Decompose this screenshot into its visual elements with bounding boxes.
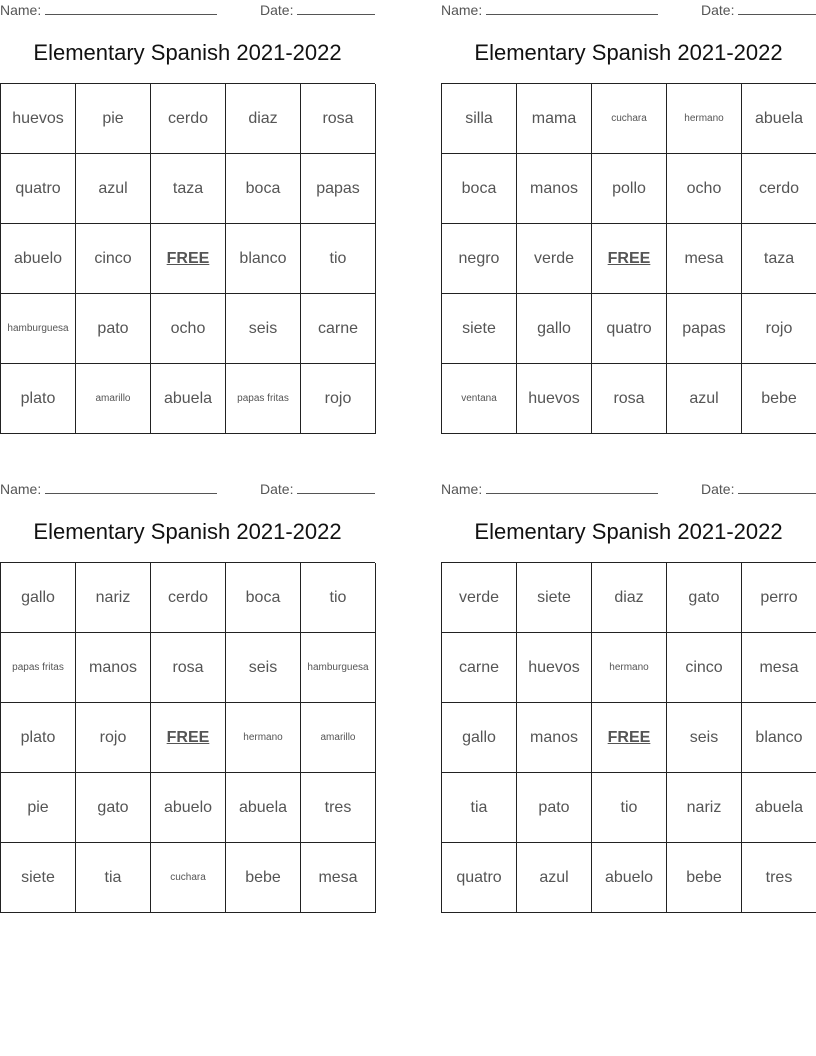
bingo-cell[interactable]: manos <box>517 703 592 773</box>
bingo-card-1 <box>0 0 375 440</box>
bingo-card-3 <box>0 479 375 919</box>
name-label: Name: <box>441 2 483 18</box>
bingo-cell[interactable]: pie <box>1 773 76 843</box>
bingo-cell[interactable]: mesa <box>301 843 376 913</box>
bingo-cell[interactable]: huevos <box>517 633 592 703</box>
bingo-cell[interactable]: ocho <box>151 294 226 364</box>
bingo-cell[interactable]: negro <box>442 224 517 294</box>
card-title: Elementary Spanish 2021-2022 <box>33 40 342 65</box>
bingo-cell[interactable]: perro <box>742 563 816 633</box>
bingo-cell[interactable]: taza <box>742 224 816 294</box>
bingo-cell[interactable]: huevos <box>517 364 592 434</box>
bingo-cell[interactable]: rojo <box>301 364 376 434</box>
bingo-cell[interactable]: carne <box>301 294 376 364</box>
bingo-cell[interactable]: quatro <box>592 294 667 364</box>
bingo-cell[interactable]: tio <box>301 224 376 294</box>
bingo-cell[interactable]: manos <box>517 154 592 224</box>
bingo-cell[interactable]: silla <box>442 84 517 154</box>
bingo-cell[interactable]: rosa <box>592 364 667 434</box>
bingo-cell[interactable]: mesa <box>667 224 742 294</box>
card-header <box>441 2 816 18</box>
bingo-cell[interactable]: rosa <box>301 84 376 154</box>
bingo-cell[interactable]: cinco <box>667 633 742 703</box>
bingo-cell[interactable]: seis <box>667 703 742 773</box>
bingo-cell[interactable]: pato <box>76 294 151 364</box>
date-label: Date: <box>701 2 735 18</box>
bingo-cell[interactable]: amarillo <box>301 703 376 773</box>
bingo-cell[interactable]: abuelo <box>1 224 76 294</box>
date-field[interactable] <box>701 2 816 18</box>
bingo-grid <box>0 83 375 434</box>
bingo-cell[interactable]: ocho <box>667 154 742 224</box>
bingo-cell[interactable]: gallo <box>1 563 76 633</box>
bingo-cell[interactable]: amarillo <box>76 364 151 434</box>
bingo-cell[interactable]: tio <box>592 773 667 843</box>
card-title: Elementary Spanish 2021-2022 <box>33 519 342 544</box>
bingo-cell[interactable]: siete <box>1 843 76 913</box>
bingo-cell[interactable]: tia <box>76 843 151 913</box>
card-header <box>0 2 375 18</box>
bingo-cell[interactable]: tia <box>442 773 517 843</box>
free-space-cell[interactable]: FREE <box>592 703 667 773</box>
bingo-cell[interactable]: seis <box>226 633 301 703</box>
bingo-cell[interactable]: nariz <box>667 773 742 843</box>
bingo-cell[interactable]: rojo <box>742 294 816 364</box>
bingo-cell[interactable]: boca <box>226 154 301 224</box>
bingo-cell[interactable]: cerdo <box>742 154 816 224</box>
date-label: Date: <box>260 481 294 497</box>
bingo-cell[interactable]: plato <box>1 364 76 434</box>
bingo-cell[interactable]: seis <box>226 294 301 364</box>
date-label: Date: <box>260 2 294 18</box>
bingo-cell[interactable]: ventana <box>442 364 517 434</box>
bingo-cell[interactable]: quatro <box>442 843 517 913</box>
bingo-cell[interactable]: mesa <box>742 633 816 703</box>
bingo-grid <box>0 562 375 913</box>
bingo-cell[interactable]: taza <box>151 154 226 224</box>
bingo-cell[interactable]: bebe <box>667 843 742 913</box>
bingo-cell[interactable]: hermano <box>667 84 742 154</box>
bingo-cell[interactable]: rojo <box>76 703 151 773</box>
free-space-cell[interactable]: FREE <box>592 224 667 294</box>
bingo-cell[interactable]: blanco <box>226 224 301 294</box>
bingo-cell[interactable]: huevos <box>1 84 76 154</box>
bingo-grid <box>441 83 816 434</box>
bingo-card-4 <box>441 479 816 919</box>
free-space-cell[interactable]: FREE <box>151 703 226 773</box>
bingo-cell[interactable]: carne <box>442 633 517 703</box>
bingo-cell[interactable]: gallo <box>442 703 517 773</box>
bingo-cell[interactable]: boca <box>442 154 517 224</box>
bingo-cell[interactable]: abuela <box>151 364 226 434</box>
card-title: Elementary Spanish 2021-2022 <box>474 40 783 65</box>
bingo-cell[interactable]: hermano <box>226 703 301 773</box>
bingo-cell[interactable]: verde <box>442 563 517 633</box>
bingo-cell[interactable]: siete <box>442 294 517 364</box>
bingo-cell[interactable]: abuelo <box>151 773 226 843</box>
date-label: Date: <box>701 481 735 497</box>
bingo-cell[interactable]: abuela <box>742 773 816 843</box>
bingo-cell[interactable]: hamburguesa <box>301 633 376 703</box>
date-field[interactable] <box>260 481 375 497</box>
bingo-cell[interactable]: quatro <box>1 154 76 224</box>
bingo-cell[interactable]: diaz <box>592 563 667 633</box>
bingo-cell[interactable]: diaz <box>226 84 301 154</box>
bingo-cell[interactable]: blanco <box>742 703 816 773</box>
bingo-cell[interactable]: verde <box>517 224 592 294</box>
name-field[interactable] <box>441 2 658 18</box>
bingo-grid <box>441 562 816 913</box>
card-header <box>441 481 816 497</box>
name-field[interactable] <box>0 481 217 497</box>
name-label: Name: <box>441 481 483 497</box>
bingo-cell[interactable]: hermano <box>592 633 667 703</box>
bingo-cell[interactable]: plato <box>1 703 76 773</box>
bingo-cell[interactable]: bebe <box>742 364 816 434</box>
bingo-cell[interactable]: abuela <box>742 84 816 154</box>
bingo-cell[interactable]: abuelo <box>592 843 667 913</box>
bingo-cell[interactable]: pie <box>76 84 151 154</box>
bingo-cell[interactable]: boca <box>226 563 301 633</box>
bingo-cell[interactable]: pato <box>517 773 592 843</box>
date-field[interactable] <box>701 481 816 497</box>
card-header <box>0 481 375 497</box>
bingo-card-2 <box>441 0 816 440</box>
bingo-cell[interactable]: pollo <box>592 154 667 224</box>
bingo-cell[interactable]: abuela <box>226 773 301 843</box>
bingo-cell[interactable]: cuchara <box>592 84 667 154</box>
name-label: Name: <box>0 481 42 497</box>
bingo-cell[interactable]: rosa <box>151 633 226 703</box>
bingo-cell[interactable]: azul <box>667 364 742 434</box>
bingo-cell[interactable]: hamburguesa <box>1 294 76 364</box>
card-title: Elementary Spanish 2021-2022 <box>474 519 783 544</box>
bingo-cell[interactable]: cerdo <box>151 84 226 154</box>
bingo-cell[interactable]: tres <box>742 843 816 913</box>
bingo-cell[interactable]: bebe <box>226 843 301 913</box>
bingo-cell[interactable]: cinco <box>76 224 151 294</box>
bingo-cell[interactable]: mama <box>517 84 592 154</box>
date-field[interactable] <box>260 2 375 18</box>
bingo-cell[interactable]: tio <box>301 563 376 633</box>
bingo-cell[interactable]: azul <box>517 843 592 913</box>
bingo-cell[interactable]: papas <box>301 154 376 224</box>
bingo-cell[interactable]: cuchara <box>151 843 226 913</box>
bingo-cell[interactable]: gato <box>667 563 742 633</box>
name-label: Name: <box>0 2 42 18</box>
free-space-cell[interactable]: FREE <box>151 224 226 294</box>
bingo-cell[interactable]: papas fritas <box>1 633 76 703</box>
bingo-cell[interactable]: papas <box>667 294 742 364</box>
bingo-cell[interactable]: cerdo <box>151 563 226 633</box>
bingo-cell[interactable]: manos <box>76 633 151 703</box>
bingo-cell[interactable]: gallo <box>517 294 592 364</box>
bingo-cell[interactable]: gato <box>76 773 151 843</box>
bingo-cell[interactable]: papas fritas <box>226 364 301 434</box>
name-field[interactable] <box>0 2 217 18</box>
bingo-cell[interactable]: siete <box>517 563 592 633</box>
bingo-cell[interactable]: tres <box>301 773 376 843</box>
name-field[interactable] <box>441 481 658 497</box>
bingo-cell[interactable]: nariz <box>76 563 151 633</box>
bingo-cell[interactable]: azul <box>76 154 151 224</box>
